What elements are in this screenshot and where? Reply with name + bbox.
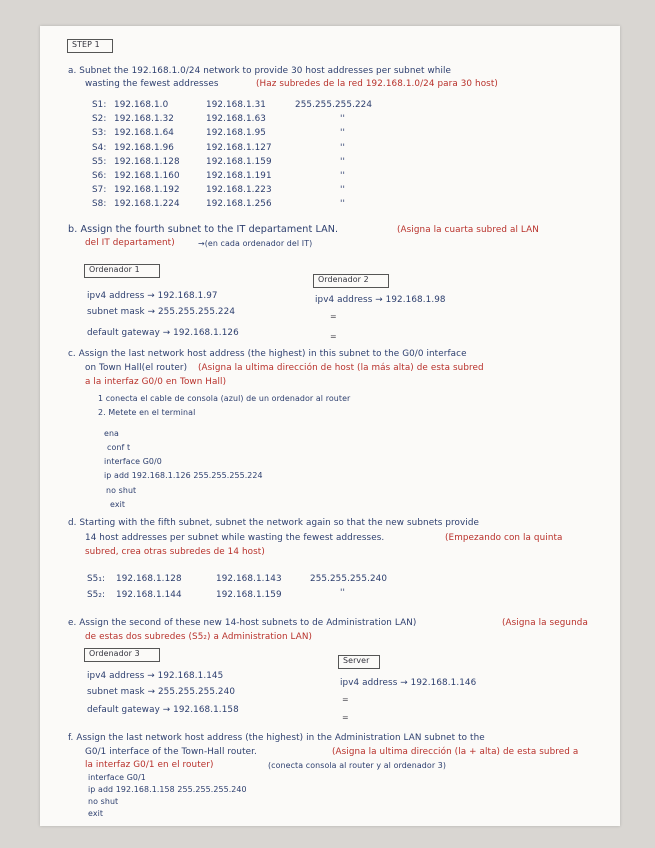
- s52-mask: '': [340, 588, 346, 598]
- c-note-2: 2. Metete en el terminal: [98, 408, 196, 417]
- subnet-broadcast: 192.168.1.256: [206, 199, 272, 210]
- b-line1-red: (Asigna la cuarta subred al LAN: [397, 225, 539, 235]
- f-line2-blue: G0/1 interface of the Town-Hall router.: [85, 747, 257, 757]
- a-line2-blue: wasting the fewest addresses: [85, 79, 219, 89]
- subnet-broadcast: 192.168.1.127: [206, 142, 272, 153]
- c-line1: c. Assign the last network host address (the highest) in this subnet to the G0/0 interface: [68, 349, 467, 359]
- subnet-mask: '': [340, 142, 346, 153]
- step-label: STEP 1: [72, 40, 100, 49]
- f-line2-red: (Asigna la ultima dirección (la + alta) de esta subred a: [332, 747, 579, 757]
- subnet-broadcast: 192.168.1.191: [206, 171, 272, 181]
- s52-broadcast: 192.168.1.159: [216, 590, 282, 600]
- notebook-page: [40, 26, 620, 826]
- pc1-label: Ordenador 1: [89, 265, 140, 274]
- cli-command: no shut: [106, 486, 137, 495]
- subnet-network: 192.168.1.224: [114, 199, 180, 210]
- cli-command: no shut: [88, 797, 119, 806]
- subnet-name: S7:: [92, 185, 107, 196]
- s51-mask: 255.255.255.240: [310, 574, 388, 584]
- subnet-mask: '': [340, 156, 346, 167]
- subnet-name: S5:: [92, 156, 107, 167]
- d-line2-red: (Empezando con la quinta: [445, 533, 563, 543]
- s51-name: S5₁:: [87, 574, 106, 584]
- d-line1: d. Starting with the fifth subnet, subnet the network again so that the new subnets provide: [68, 518, 480, 528]
- subnet-broadcast: 192.168.1.31: [206, 100, 266, 110]
- subnet-mask: 255.255.255.224: [295, 100, 373, 110]
- f-line3-blue: (conecta consola al router y al ordenador 3): [268, 761, 447, 770]
- pc2-gateway-same: =: [330, 332, 337, 341]
- e-line1-red: (Asigna la segunda: [502, 618, 588, 628]
- cli-command: ip add 192.168.1.158 255.255.255.240: [88, 785, 247, 794]
- cli-command: exit: [110, 500, 126, 509]
- subnet-broadcast: 192.168.1.159: [206, 156, 272, 167]
- subnet-name: S4:: [92, 142, 107, 153]
- a-line2-red: (Haz subredes de la red 192.168.1.0/24 para 30 host): [256, 79, 498, 89]
- subnet-broadcast: 192.168.1.95: [206, 128, 266, 139]
- subnet-name: S3:: [92, 128, 107, 139]
- s51-network: 192.168.1.128: [116, 574, 182, 584]
- pc2-label: Ordenador 2: [318, 275, 369, 284]
- subnet-network: 192.168.1.96: [114, 142, 174, 153]
- server-ip: ipv4 address → 192.168.1.146: [340, 678, 477, 688]
- d-line2-blue: 14 host addresses per subnet while wasting the fewest addresses.: [85, 533, 385, 543]
- e-line1-blue: e. Assign the second of these new 14-host subnets to de Administration LAN): [68, 618, 417, 628]
- subnet-network: 192.168.1.32: [114, 114, 174, 125]
- pc2-ip: ipv4 address → 192.168.1.98: [315, 295, 446, 305]
- subnet-broadcast: 192.168.1.63: [206, 114, 266, 125]
- s52-name: S5₂:: [87, 590, 106, 600]
- pc3-mask: subnet mask → 255.255.255.240: [87, 687, 236, 697]
- subnet-network: 192.168.1.160: [114, 171, 180, 181]
- pc3-ip: ipv4 address → 192.168.1.145: [87, 671, 224, 681]
- pc2-mask-same: =: [330, 312, 337, 321]
- pc3-gateway: default gateway → 192.168.1.158: [87, 705, 239, 715]
- b-line2-red: del IT departament): [85, 238, 175, 248]
- f-line1: f. Assign the last network host address (the highest) in the Administration LAN subnet to the: [68, 733, 485, 743]
- cli-command: interface G0/0: [104, 457, 162, 466]
- a-line1: a. Subnet the 192.168.1.0/24 network to provide 30 host addresses per subnet while: [68, 66, 452, 76]
- cli-command: ip add 192.168.1.126 255.255.255.224: [104, 471, 263, 480]
- subnet-name: S8:: [92, 199, 107, 210]
- subnet-mask: '': [340, 114, 346, 125]
- subnet-network: 192.168.1.128: [114, 156, 180, 167]
- server-gateway-same: =: [342, 713, 349, 722]
- pc1-ip: ipv4 address → 192.168.1.97: [87, 291, 218, 301]
- d-line3-red: subred, crea otras subredes de 14 host): [85, 547, 265, 557]
- pc3-label: Ordenador 3: [89, 649, 140, 658]
- subnet-mask: '': [340, 128, 346, 139]
- c-line2-blue: on Town Hall(el router): [85, 363, 188, 373]
- b-line2-blue: →(en cada ordenador del IT): [198, 239, 313, 248]
- e-line2-red: de estas dos subredes (S5₂) a Administration LAN): [85, 632, 313, 642]
- s52-network: 192.168.1.144: [116, 590, 182, 600]
- server-label: Server: [343, 656, 370, 665]
- pc1-mask: subnet mask → 255.255.255.224: [87, 307, 236, 317]
- c-line3-red: a la interfaz G0/0 en Town Hall): [85, 377, 227, 387]
- cli-command: interface G0/1: [88, 773, 146, 782]
- subnet-name: S2:: [92, 114, 107, 125]
- server-mask-same: =: [342, 695, 349, 704]
- c-note-1: 1 conecta el cable de consola (azul) de un ordenador al router: [98, 394, 351, 403]
- subnet-mask: '': [340, 171, 346, 181]
- s51-broadcast: 192.168.1.143: [216, 574, 282, 584]
- cli-command: exit: [88, 809, 104, 818]
- subnet-mask: '': [340, 199, 346, 210]
- cli-command: conf t: [107, 443, 131, 452]
- subnet-network: 192.168.1.192: [114, 185, 180, 196]
- subnet-mask: '': [340, 185, 346, 196]
- cli-command: ena: [104, 429, 119, 438]
- c-line2-red: (Asigna la ultima dirección de host (la más alta) de esta subred: [198, 363, 484, 373]
- subnet-broadcast: 192.168.1.223: [206, 185, 272, 196]
- subnet-name: S1:: [92, 100, 107, 110]
- f-line3-red: la interfaz G0/1 en el router): [85, 760, 214, 770]
- subnet-name: S6:: [92, 171, 107, 181]
- subnet-network: 192.168.1.0: [114, 100, 169, 110]
- pc1-gateway: default gateway → 192.168.1.126: [87, 328, 239, 338]
- subnet-network: 192.168.1.64: [114, 128, 174, 139]
- b-line1-blue: b. Assign the fourth subnet to the IT departament LAN.: [68, 224, 339, 235]
